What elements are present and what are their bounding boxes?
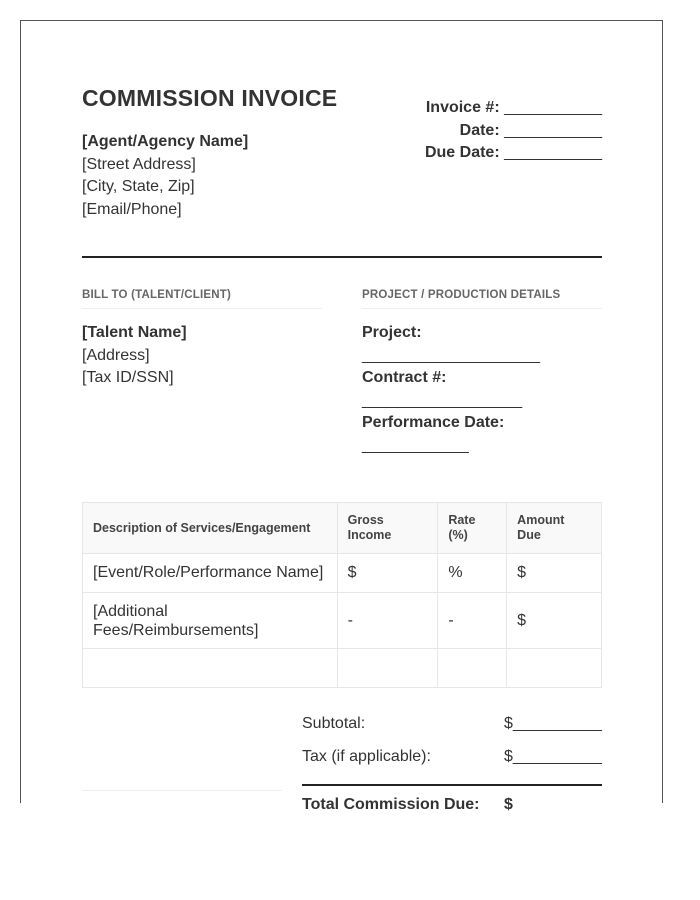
due-date-row — [425, 142, 602, 165]
subtotal-field: $__________ — [504, 715, 602, 732]
subtotal-row — [302, 715, 602, 737]
bill-to-block — [82, 322, 187, 390]
col-header-rate: Rate (%) — [438, 503, 507, 554]
invoice-date-field: ___________ — [504, 121, 602, 139]
header-divider — [82, 256, 602, 258]
contract-label: Contract #: — [362, 369, 447, 386]
talent-name: [Talent Name] — [82, 324, 187, 341]
performance-date-label: Performance Date: — [362, 414, 505, 431]
agency-block — [82, 131, 248, 221]
invoice-meta — [425, 97, 602, 165]
bill-to-heading: BILL TO (TALENT/CLIENT) — [82, 289, 322, 309]
invoice-number-label: Invoice #: — [425, 99, 500, 116]
invoice-date-row — [425, 120, 602, 143]
table-row — [83, 593, 602, 649]
talent-address: [Address] — [82, 346, 150, 364]
col-header-amount-due: Amount Due — [507, 503, 602, 554]
project-field: ____________________ — [362, 346, 540, 364]
cell-amount-due — [507, 649, 602, 688]
cell-gross-income: - — [337, 593, 438, 649]
due-date-label: Due Date: — [424, 144, 500, 161]
agency-street: [Street Address] — [82, 155, 196, 173]
cell-description: [Additional Fees/Reimbursements] — [83, 593, 338, 649]
notes-divider — [82, 790, 282, 791]
cell-gross-income — [337, 649, 438, 688]
subtotal-label: Subtotal: — [302, 715, 366, 732]
talent-tax-id: [Tax ID/SSN] — [82, 369, 174, 386]
invoice-title: COMMISSION INVOICE — [82, 85, 338, 111]
table-row — [83, 649, 602, 688]
cell-rate: - — [438, 593, 507, 649]
tax-label: Tax (if applicable): — [302, 748, 431, 765]
table-row — [83, 554, 602, 593]
cell-description — [83, 649, 338, 688]
invoice-date-label: Date: — [459, 121, 500, 139]
totals-divider — [302, 784, 602, 786]
tax-row — [302, 748, 602, 770]
project-details-heading: PROJECT / PRODUCTION DETAILS — [362, 289, 602, 309]
table-header-row — [83, 503, 602, 554]
performance-date-field: ____________ — [362, 436, 469, 454]
total-due-field: $ — [504, 796, 513, 813]
tax-field: $__________ — [504, 748, 602, 765]
project-block — [362, 322, 540, 457]
cell-rate: % — [438, 554, 507, 593]
services-table — [82, 502, 602, 688]
col-header-description: Description of Services/Engagement — [83, 503, 338, 554]
invoice-number-row — [425, 97, 602, 120]
agency-contact: [Email/Phone] — [82, 200, 182, 218]
col-header-gross-income: Gross Income — [337, 503, 438, 554]
cell-amount-due: $ — [507, 593, 602, 649]
total-due-label: Total Commission Due: — [302, 796, 480, 813]
project-label: Project: — [362, 324, 422, 341]
agency-name: [Agent/Agency Name] — [82, 133, 249, 150]
cell-amount-due: $ — [507, 554, 602, 593]
invoice-page — [20, 20, 663, 813]
agency-city: [City, State, Zip] — [82, 178, 195, 195]
contract-field: __________________ — [362, 391, 523, 409]
cell-gross-income: $ — [337, 554, 438, 593]
invoice-number-field: ___________ — [504, 99, 602, 116]
due-date-field: ___________ — [504, 144, 602, 161]
cell-rate — [438, 649, 507, 688]
cell-description: [Event/Role/Performance Name] — [83, 554, 338, 593]
